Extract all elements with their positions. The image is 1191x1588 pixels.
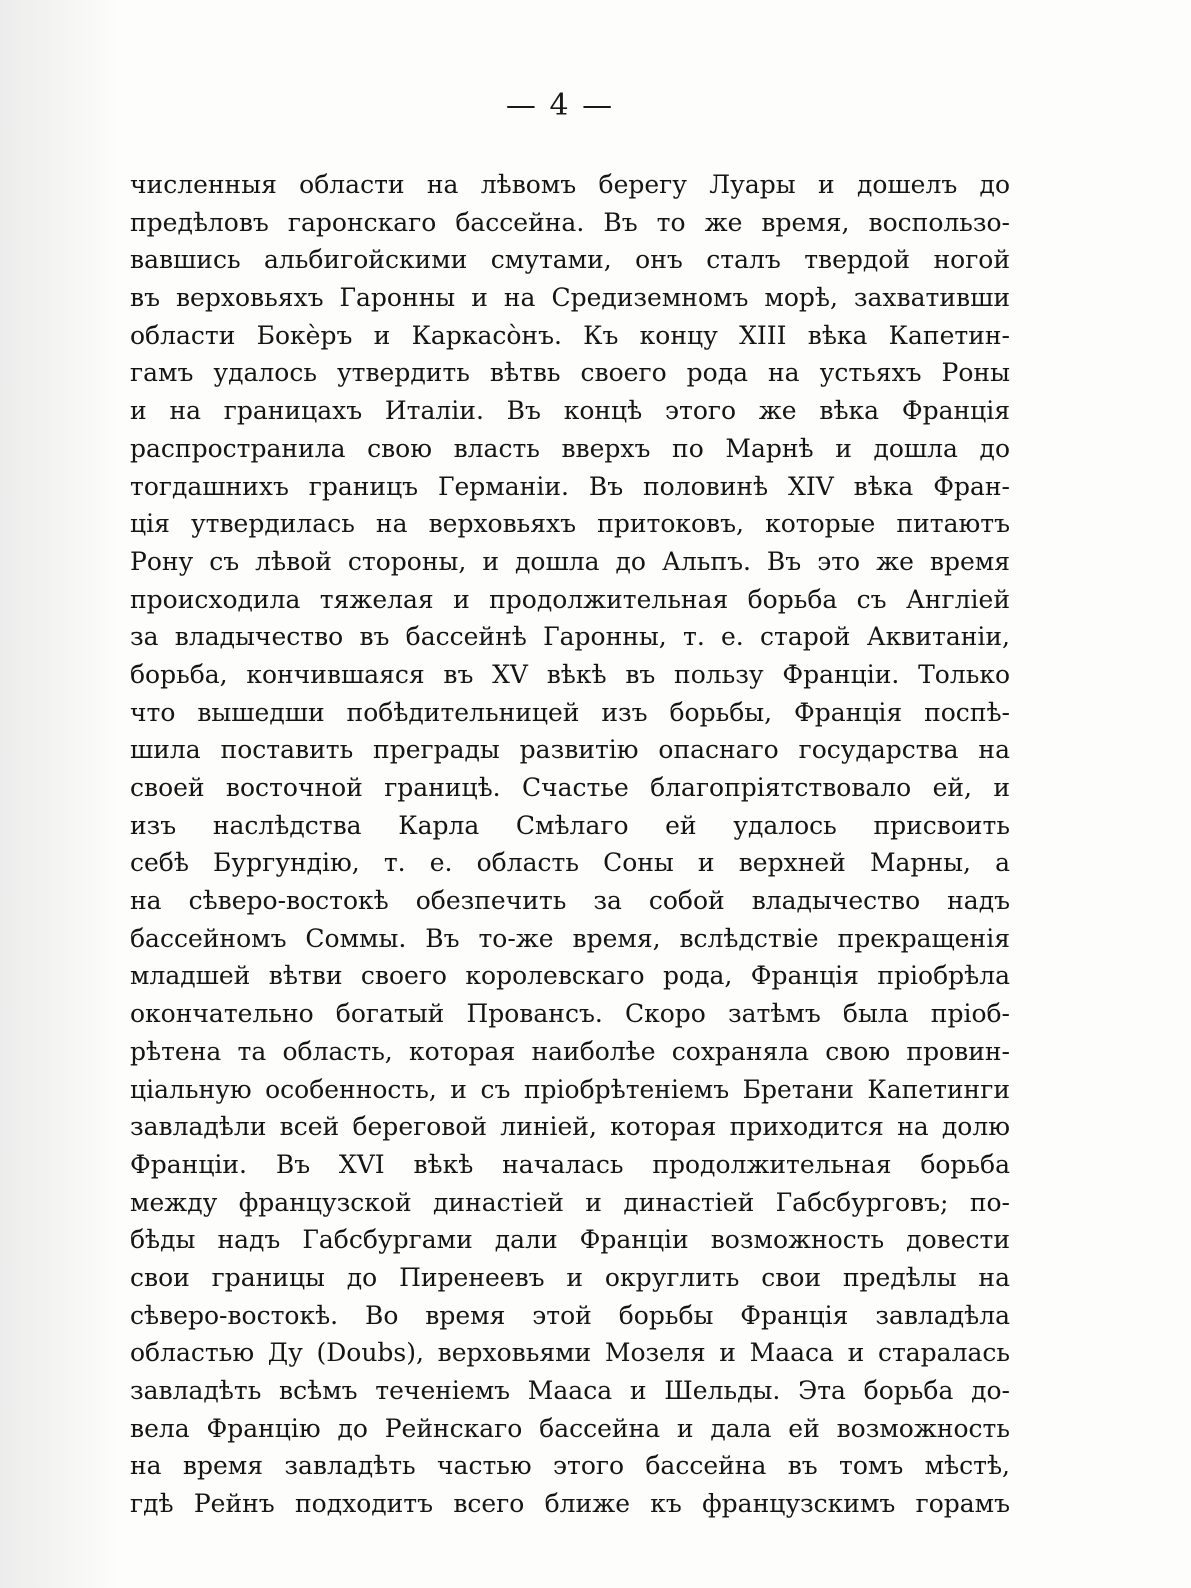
text-line: происходила тяжелая и продолжительная борьба съ Англiей (130, 584, 1010, 614)
text-line: завладѣть всѣмъ теченіемъ Мааса и Шельды. Эта борьба до- (130, 1376, 1010, 1405)
text-line: своей восточной границѣ. Счастье благопріятствовало ей, и (130, 773, 1010, 802)
text-line: сѣверо-востокѣ. Во время этой борьбы Францiя завладѣла (130, 1300, 1010, 1330)
text-line: шила поставить преграды развитію опаснаго государства на (130, 735, 1010, 765)
text-line: между французской династіей и династіей Габсбурговъ; по- (130, 1187, 1010, 1217)
page-gutter-shadow (0, 0, 120, 1588)
text-line: завладѣли всей береговой линіей, которая приходится на долю (130, 1112, 1010, 1142)
text-line: вавшись альбигойскими смутами, онъ сталъ твердой ногой (130, 245, 1010, 275)
body-text (130, 166, 1010, 1523)
text-line: Рону съ лѣвой стороны, и дошла до Альпъ. Въ это же время (130, 546, 1010, 576)
text-line: на время завладѣть частью этого бассейна въ томъ мѣстѣ, (130, 1451, 1010, 1481)
text-line: области Бокèръ и Каркасòнъ. Къ концу XIII вѣка Капетин- (130, 320, 1010, 350)
text-line: свои границы до Пиренеевъ и округлить свои предѣлы на (130, 1262, 1010, 1292)
text-line: борьба, кончившаяся въ XV вѣкѣ въ пользу Франціи. Только (130, 659, 1010, 689)
text-line: что вышедши побѣдительницей изъ борьбы, Франція поспѣ- (130, 697, 1010, 727)
text-line: рѣтена та область, которая наиболѣе сохраняла свою провин- (130, 1036, 1010, 1066)
text-line: гдѣ Рейнъ подходитъ всего ближе къ французскимъ горамъ (130, 1489, 1010, 1519)
text-line: предѣловъ гаронскаго бассейна. Въ то же время, воспользо- (130, 207, 1010, 237)
text-line: численныя области на лѣвомъ берегу Луары и дошелъ до (130, 170, 1010, 199)
text-line: изъ наслѣдства Карла Смѣлаго ей удалось присвоить (130, 810, 1010, 840)
text-line: бѣды надъ Габсбургами дали Франціи возможность довести (130, 1225, 1010, 1255)
text-line: и на границахъ Италіи. Въ концѣ этого же вѣка Францiя (130, 396, 1010, 426)
text-line: ціальную особенность, и съ пріобрѣтеніемъ Бретани Капетинги (130, 1074, 1010, 1104)
text-line: областью Ду (Doubs), верховьями Мозеля и Мааса и старалась (130, 1338, 1010, 1368)
text-line: ція утвердилась на верховьяхъ притоковъ, которые питаютъ (130, 509, 1010, 539)
text-line: себѣ Бургундію, т. е. область Соны и верхней Марны, а (130, 848, 1010, 878)
text-line: гамъ удалось утвердить вѣтвь своего рода на устьяхъ Роны (130, 358, 1010, 388)
text-line: вела Францію до Рейнскаго бассейна и дала ей возможность (130, 1413, 1010, 1443)
text-line: Франціи. Въ XVI вѣкѣ началась продолжительная борьба (130, 1149, 1010, 1179)
text-line: въ верховьяхъ Гаронны и на Средиземномъ морѣ, захвативши (130, 283, 1010, 313)
text-line: на сѣверо-востокѣ обезпечить за собой владычество надъ (130, 886, 1010, 916)
text-line: окончательно богатый Провансъ. Скоро затѣмъ была пріоб- (130, 999, 1010, 1029)
text-line: младшей вѣтви своего королевскаго рода, Франція пріобрѣла (130, 961, 1010, 991)
text-line: за владычество въ бассейнѣ Гаронны, т. е. старой Аквитаніи, (130, 622, 1010, 652)
text-line: распространила свою власть вверхъ по Марнѣ и дошла до (130, 433, 1010, 463)
text-line: тогдашнихъ границъ Германіи. Въ половинѣ XIV вѣка Фран- (130, 471, 1010, 501)
page-number: — 4 — (505, 88, 615, 123)
text-line: бассейномъ Соммы. Въ то-же время, вслѣдствіе прекращенія (130, 923, 1010, 953)
